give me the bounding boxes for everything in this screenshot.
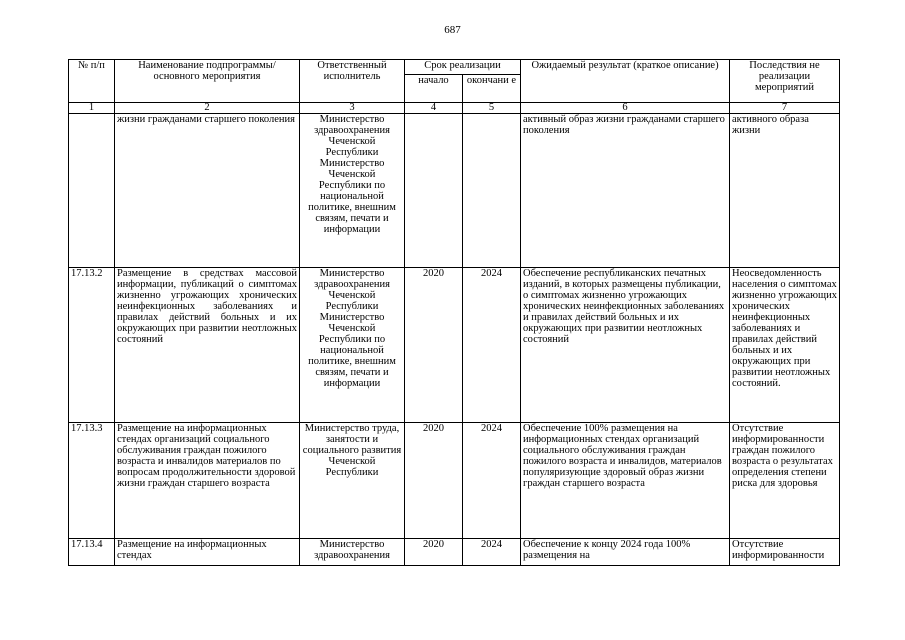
- row-start: [405, 114, 463, 268]
- header-end: окончани е: [463, 75, 521, 103]
- row-name: Размещение на информационных стендах: [115, 539, 300, 566]
- row-number: 17.13.2: [69, 268, 115, 423]
- row-name: Размещение на информационных стендах организаций социального обслуживания граждан пожилого возраста и инвалидов материалов по вопросам продолжительности здоровой жизни граждан старшего возраста: [115, 423, 300, 539]
- column-number: 7: [730, 103, 840, 114]
- column-number-row: [69, 103, 840, 114]
- row-responsible: Министерство здравоохранения: [300, 539, 405, 566]
- table-row: [69, 114, 840, 268]
- row-number: [69, 114, 115, 268]
- column-number: 2: [115, 103, 300, 114]
- column-number: 5: [463, 103, 521, 114]
- row-responsible: Министерство здравоохранения Чеченской Республики Министерство Чеченской Республики по национальной политике, внешним связям, печати и информации: [300, 114, 405, 268]
- page-number: 687: [444, 24, 461, 36]
- row-consequences: Отсутствие информированности: [730, 539, 840, 566]
- row-result: Обеспечение республиканских печатных изданий, в которых размещены публикации, о симптомах жизненно угрожающих хронических неинфекционных заболеваниях и правилах действий больных и их окружающих при развитии неотложных состояний: [521, 268, 730, 423]
- column-number: 1: [69, 103, 115, 114]
- row-responsible: Министерство труда, занятости и социального развития Чеченской Республики: [300, 423, 405, 539]
- row-end: 2024: [463, 539, 521, 566]
- row-start: 2020: [405, 268, 463, 423]
- table-row: [69, 268, 840, 423]
- row-responsible: Министерство здравоохранения Чеченской Республики Министерство Чеченской Республики по национальной политике, внешним связям, печати и информации: [300, 268, 405, 423]
- header-row-1: [69, 60, 840, 75]
- column-number: 3: [300, 103, 405, 114]
- program-table: [68, 59, 840, 566]
- row-end: 2024: [463, 423, 521, 539]
- row-consequences: активного образа жизни: [730, 114, 840, 268]
- row-number: 17.13.4: [69, 539, 115, 566]
- header-consequences: Последствия не реализации мероприятий: [730, 60, 840, 103]
- header-num: № п/п: [69, 60, 115, 103]
- column-number: 6: [521, 103, 730, 114]
- row-consequences: Отсутствие информированности граждан пожилого возраста о результатах определения степени риска для здоровья: [730, 423, 840, 539]
- row-result: активный образ жизни гражданами старшего поколения: [521, 114, 730, 268]
- header-name: Наименование подпрограммы/ основного мероприятия: [115, 60, 300, 103]
- row-end: 2024: [463, 268, 521, 423]
- header-responsible: Ответственный исполнитель: [300, 60, 405, 103]
- row-name: жизни гражданами старшего поколения: [115, 114, 300, 268]
- table-row: [69, 539, 840, 566]
- header-start: начало: [405, 75, 463, 103]
- row-start: 2020: [405, 423, 463, 539]
- row-consequences: Неосведомленность населения о симптомах жизненно угрожающих хронических неинфекционных заболеваниях и правилах действий больных и их окружающих при развитии неотложных состояний.: [730, 268, 840, 423]
- row-result: Обеспечение к концу 2024 года 100% размещения на: [521, 539, 730, 566]
- row-end: [463, 114, 521, 268]
- row-start: 2020: [405, 539, 463, 566]
- column-number: 4: [405, 103, 463, 114]
- table-row: [69, 423, 840, 539]
- row-name: Размещение в средствах массовой информации, публикаций о симптомах жизненно угрожающих хронических неинфекционных заболеваниях и правилах действий больных и их окружающих при развитии неотложных состояний: [115, 268, 300, 423]
- row-result: Обеспечение 100% размещения на информационных стендах организаций социального обслуживания граждан пожилого возраста и инвалидов, материалов популяризующие здоровый образ жизни граждан старшего возраста: [521, 423, 730, 539]
- header-result: Ожидаемый результат (краткое описание): [521, 60, 730, 103]
- header-term: Срок реализации: [405, 60, 521, 75]
- row-number: 17.13.3: [69, 423, 115, 539]
